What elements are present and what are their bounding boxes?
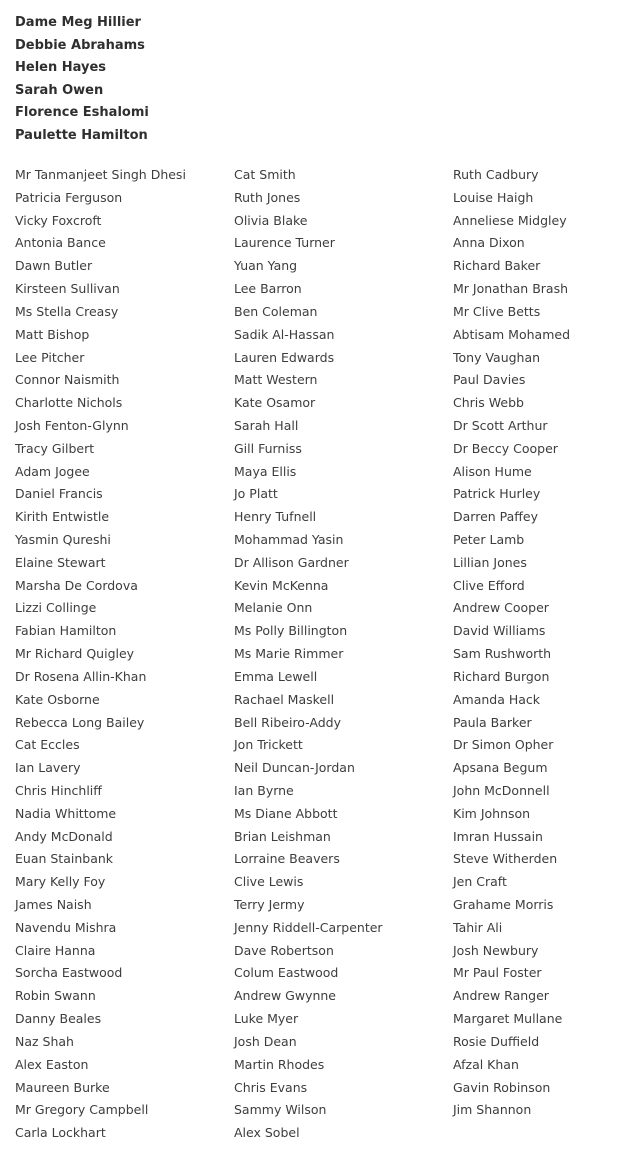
signatory-name: Matt Bishop	[15, 326, 90, 342]
signatory-name: Matt Western	[234, 372, 318, 388]
signatory-name: Afzal Khan	[453, 1056, 519, 1072]
signatory-name: Kate Osamor	[234, 395, 316, 411]
signatory-name: Mr Tanmanjeet Singh Dhesi	[15, 167, 186, 182]
signatory-name: Euan Stainbank	[15, 851, 114, 867]
signatory-name: Martin Rhodes	[234, 1056, 325, 1072]
signatory-name: Kim Johnson	[453, 805, 531, 821]
signatory-name: Apsana Begum	[453, 760, 548, 776]
signatory-name: Connor Naismith	[15, 372, 120, 388]
signatory-name: Mr Richard Quigley	[15, 646, 135, 662]
signatory-name: Daniel Francis	[15, 486, 103, 502]
signatory-name: Andrew Cooper	[453, 600, 549, 616]
signatory-name: Imran Hussain	[453, 828, 543, 844]
signatory-name: Grahame Morris	[453, 897, 554, 912]
signatory-name: Ms Marie Rimmer	[234, 646, 344, 662]
signatory-name: Dr Scott Arthur	[453, 417, 548, 433]
signatory-name: Lauren Edwards	[234, 349, 335, 365]
signatory-name: Kirsteen Sullivan	[15, 281, 120, 297]
signatory-name: Jenny Riddell-Carpenter	[234, 919, 383, 935]
signatory-name: Adam Jogee	[15, 463, 90, 479]
signatory-name: Ruth Jones	[234, 189, 301, 205]
signatory-name: Olivia Blake	[234, 212, 308, 228]
signatory-name: Nadia Whittome	[15, 805, 117, 821]
signatory-name: Kate Osborne	[15, 691, 100, 707]
signatory-name: Elaine Stewart	[15, 554, 106, 570]
signatory-name: James Naish	[15, 897, 92, 912]
signatory-name: Anneliese Midgley	[453, 212, 567, 228]
signatory-name: Terry Jermy	[234, 897, 305, 912]
signatory-name: Alison Hume	[453, 463, 532, 479]
signatory-name: Antonia Bance	[15, 235, 106, 251]
signatory-name: Mr Paul Foster	[453, 965, 542, 981]
signatory-name: Colum Eastwood	[234, 965, 339, 981]
signatory-name: Carla Lockhart	[15, 1125, 106, 1141]
signatory-name: Dr Allison Gardner	[234, 554, 349, 570]
signatory-name: Josh Fenton-Glynn	[15, 417, 129, 433]
signatory-name: Chris Hinchliff	[15, 782, 102, 798]
signatory-name: Bell Ribeiro-Addy	[234, 714, 342, 730]
signatory-name: Josh Dean	[234, 1033, 297, 1049]
signatory-name: Jo Platt	[234, 486, 278, 502]
signatory-name: Richard Burgon	[453, 668, 550, 684]
signatory-name: Maya Ellis	[234, 463, 297, 479]
signatory-name: Vicky Foxcroft	[15, 212, 102, 228]
signatory-name: Mohammad Yasin	[234, 532, 344, 547]
signatory-name: Richard Baker	[453, 258, 541, 274]
signatory-name: Fabian Hamilton	[15, 623, 117, 639]
signatory-column-3	[453, 164, 628, 1122]
signatory-name: Dr Beccy Cooper	[453, 440, 558, 456]
signatory-name: Chris Webb	[453, 395, 524, 411]
signatory-name: Andrew Gwynne	[234, 988, 337, 1004]
sponsor-name: Paulette Hamilton	[15, 127, 148, 143]
signatory-name: Ian Lavery	[15, 760, 81, 776]
signatory-name: Cat Smith	[234, 167, 296, 182]
signatory-name: Abtisam Mohamed	[453, 326, 570, 342]
signatory-name: Ruth Cadbury	[453, 167, 539, 182]
signatory-name: John McDonnell	[453, 782, 550, 798]
signatory-name: Sammy Wilson	[234, 1102, 327, 1118]
signatory-name: Laurence Turner	[234, 235, 335, 251]
signatory-name: Josh Newbury	[453, 942, 539, 958]
signatory-name: Luke Myer	[234, 1011, 299, 1027]
signatory-name: Amanda Hack	[453, 691, 541, 707]
signatory-name: Mr Clive Betts	[453, 303, 541, 319]
signatory-name: Gavin Robinson	[453, 1079, 551, 1095]
signatory-name: Tahir Ali	[453, 919, 503, 935]
signatory-name: Mary Kelly Foy	[15, 874, 106, 890]
signatory-name: Kevin McKenna	[234, 577, 329, 593]
signatory-name: Patrick Hurley	[453, 486, 541, 502]
signatory-name: Lizzi Collinge	[15, 600, 97, 616]
signatory-name: Clive Lewis	[234, 874, 304, 890]
signatory-name: Rebecca Long Bailey	[15, 714, 145, 730]
signatory-name: Mr Gregory Campbell	[15, 1102, 149, 1118]
signatory-name: Dave Robertson	[234, 942, 334, 958]
sponsor-name: Sarah Owen	[15, 82, 104, 98]
signatory-name: Lorraine Beavers	[234, 851, 340, 867]
signatory-name: Chris Evans	[234, 1079, 308, 1095]
signatory-name: Paula Barker	[453, 714, 532, 730]
signatory-name: Sadik Al-Hassan	[234, 326, 335, 342]
signatory-name: Tony Vaughan	[453, 349, 541, 365]
signatory-name: Darren Paffey	[453, 509, 538, 525]
signatory-name: Lee Pitcher	[15, 349, 85, 365]
signatory-name: Dr Simon Opher	[453, 737, 554, 753]
signatory-name: Andrew Ranger	[453, 988, 549, 1004]
signatory-name: Rachael Maskell	[234, 691, 335, 707]
signatory-name: Dawn Butler	[15, 258, 93, 274]
signatory-column-2	[234, 164, 444, 1145]
signatory-name: Margaret Mullane	[453, 1011, 563, 1027]
signatory-name: Tracy Gilbert	[15, 440, 95, 456]
signatory-name: Lillian Jones	[453, 554, 527, 570]
signatory-name: Anna Dixon	[453, 235, 525, 251]
signatory-name: Marsha De Cordova	[15, 577, 138, 593]
signatory-name: Ms Diane Abbott	[234, 805, 338, 821]
signatory-name: Gill Furniss	[234, 440, 302, 456]
signatory-name: Maureen Burke	[15, 1079, 110, 1095]
signatory-name: Patricia Ferguson	[15, 189, 123, 205]
signatory-name: Melanie Onn	[234, 600, 313, 616]
signatory-name: Emma Lewell	[234, 668, 318, 684]
signatory-name: Sam Rushworth	[453, 646, 552, 662]
signatory-name: Jen Craft	[453, 874, 507, 890]
signatory-name: Robin Swann	[15, 988, 96, 1004]
signatory-name: Naz Shah	[15, 1033, 74, 1049]
signatory-name: Ben Coleman	[234, 303, 318, 319]
signatory-name: Clive Efford	[453, 577, 525, 593]
signatory-name: Alex Sobel	[234, 1125, 300, 1141]
signatory-name: Brian Leishman	[234, 828, 331, 844]
signatory-name: David Williams	[453, 623, 546, 639]
sponsor-name: Debbie Abrahams	[15, 37, 145, 53]
signatory-name: Ms Stella Creasy	[15, 303, 119, 319]
signatory-name: Louise Haigh	[453, 189, 534, 205]
signatory-name: Danny Beales	[15, 1011, 102, 1027]
signatory-name: Kirith Entwistle	[15, 509, 110, 525]
signatory-name: Cat Eccles	[15, 737, 80, 753]
signatory-name: Peter Lamb	[453, 532, 525, 547]
signatory-name: Sorcha Eastwood	[15, 965, 123, 981]
signatory-name: Lee Barron	[234, 281, 302, 297]
signatory-name: Charlotte Nichols	[15, 395, 123, 411]
signatory-name: Alex Easton	[15, 1056, 89, 1072]
signatory-name: Claire Hanna	[15, 942, 96, 958]
signatory-name: Jim Shannon	[453, 1102, 532, 1118]
signatory-name: Jon Trickett	[234, 737, 303, 753]
signatory-name: Andy McDonald	[15, 828, 113, 844]
sponsor-name: Dame Meg Hillier	[15, 15, 141, 30]
signatory-column-1	[15, 164, 225, 1145]
sponsor-list	[15, 12, 315, 148]
signatory-name: Ms Polly Billington	[234, 623, 348, 639]
sponsor-name: Florence Eshalomi	[15, 105, 149, 121]
sponsor-name: Helen Hayes	[15, 60, 107, 76]
signatory-name: Yasmin Qureshi	[15, 532, 111, 547]
signatory-name: Sarah Hall	[234, 417, 299, 433]
signatory-name: Rosie Duffield	[453, 1033, 540, 1049]
signatory-name: Yuan Yang	[234, 258, 298, 274]
signatory-name: Steve Witherden	[453, 851, 558, 867]
signatory-name: Dr Rosena Allin-Khan	[15, 668, 147, 684]
signatory-name: Ian Byrne	[234, 782, 294, 798]
signatory-name: Paul Davies	[453, 372, 526, 388]
signatory-name: Neil Duncan-Jordan	[234, 760, 355, 776]
signatory-name: Navendu Mishra	[15, 919, 117, 935]
signatory-name: Henry Tufnell	[234, 509, 317, 525]
signatory-name: Mr Jonathan Brash	[453, 281, 569, 297]
